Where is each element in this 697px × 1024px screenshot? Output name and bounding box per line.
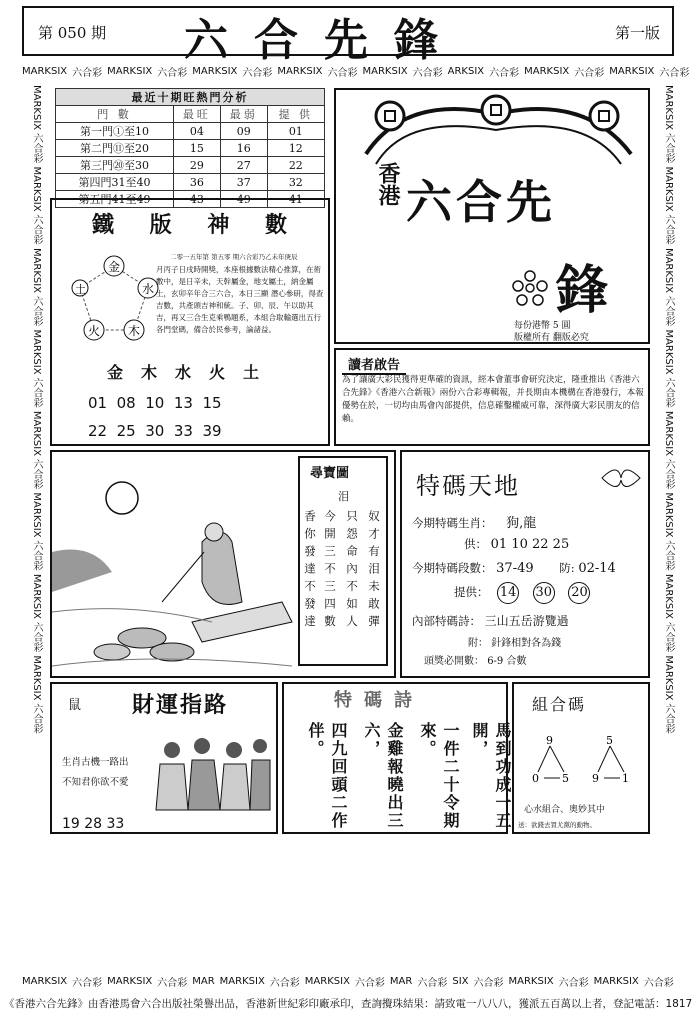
provide-number: 14 bbox=[497, 582, 519, 604]
bottom-border-item: MARKSIX bbox=[593, 975, 639, 987]
promo-panel bbox=[334, 88, 650, 344]
supply-label: 供： bbox=[464, 537, 487, 551]
wealth-animal: 鼠 bbox=[68, 698, 82, 713]
range-label: 今期特碼段數： bbox=[412, 561, 493, 575]
combo-line-1: 心水組合、奧妙其中 bbox=[524, 805, 606, 815]
table-cell: 09 bbox=[220, 123, 267, 140]
notice-panel bbox=[334, 348, 650, 446]
element-water: 水 bbox=[142, 282, 155, 296]
element-wood: 木 bbox=[128, 324, 141, 338]
promo-title: 六合先 bbox=[406, 175, 556, 229]
poem-line-3: 金雞報曉出三六， bbox=[362, 722, 404, 830]
table-cell: 16 bbox=[220, 140, 267, 157]
table-row bbox=[56, 174, 325, 191]
prevent-value: 02-14 bbox=[578, 561, 616, 576]
table-cell: 43 bbox=[173, 191, 220, 208]
top-border-item: MARKSIX bbox=[192, 65, 238, 77]
fisherman-illustration bbox=[52, 452, 292, 676]
wealth-title: 財運指路 bbox=[132, 693, 229, 718]
edition-label: 第一版 bbox=[614, 24, 660, 42]
table-title: 最近十期旺熱門分析 bbox=[56, 89, 325, 106]
combo-tri2-right: 1 bbox=[622, 772, 629, 785]
treasure-line-3: 今開三不三四數 bbox=[323, 510, 337, 633]
footer-text: 《香港六合先鋒》由香港馬會六合出版社榮譽出品，香港新世紀彩印廠承印，查詢攪珠結果：請致電一八八八，獲派五百萬以上者，登記電話：1817 bbox=[4, 998, 693, 1010]
bottom-border-item: 六合彩 bbox=[72, 977, 103, 989]
table-cell: 32 bbox=[267, 174, 324, 191]
zodiac-value: 狗,龍 bbox=[506, 516, 537, 531]
combo-tri2-top: 5 bbox=[606, 734, 613, 747]
poem-line-2: 一件二十令期來。 bbox=[418, 722, 460, 830]
bottom-border-item: 六合彩 bbox=[269, 977, 300, 989]
left-border-strip: MARKSIX 六合彩 MARKSIX 六合彩 MARKSIX 六合彩 MARKSIX 六合彩 MARKSIX 六合彩 MARKSIX 六合彩 MARKSIX 六合彩 MARKSIX 六合彩 bbox=[31, 85, 42, 734]
table-cell: 49 bbox=[220, 191, 267, 208]
head-value: 6-9 合數 bbox=[487, 656, 527, 667]
masthead-header bbox=[22, 6, 674, 66]
wealth-numbers: 19 28 33 bbox=[62, 816, 125, 832]
promo-hongkong: 香港 bbox=[375, 162, 400, 206]
poem-value: 三山五岳游覽過 bbox=[484, 614, 569, 628]
verdict-body: 月丙子日戌時開獎，本座根據數法精心推算，在術數中，是日辛未，天幹屬金，地支屬土，納金屬土，玄卯辛年合三六合，本日三顯 潛心參研，得查吉數，共產頭吉神和統。子、卯、辰、午以助其吉，再又三合生克乘鴨題系，本組合取輸選出五行各門堂碼，備合於民參考，論諸益。 bbox=[156, 265, 324, 334]
hot-cold-table bbox=[55, 88, 325, 208]
top-border-strip bbox=[22, 60, 690, 82]
table-header: 最旺 bbox=[173, 106, 220, 123]
treasure-poem-box bbox=[298, 456, 388, 666]
table-cell: 04 bbox=[173, 123, 220, 140]
bottom-border-item: MARKSIX bbox=[304, 975, 350, 987]
supply-value: 01 10 22 25 bbox=[490, 537, 570, 552]
bottom-border-item: 六合彩 bbox=[354, 977, 385, 989]
treasure-col-title: 泪 bbox=[338, 490, 349, 503]
top-border-item: 六合彩 bbox=[489, 67, 520, 79]
top-border-item: 六合彩 bbox=[157, 67, 188, 79]
zodiac-row bbox=[412, 512, 536, 531]
bottom-border-item: MARKSIX bbox=[219, 975, 265, 987]
table-cell: 第二門⑪至20 bbox=[56, 140, 174, 157]
provide-number: 30 bbox=[533, 582, 555, 604]
top-border-item: MARKSIX bbox=[107, 65, 153, 77]
treasure-title: 尋寶圖 bbox=[310, 466, 350, 481]
top-border-item: 六合彩 bbox=[412, 67, 443, 79]
note-label: 附： bbox=[468, 638, 488, 649]
treasure-line-4: 香你發達不發達 bbox=[303, 510, 317, 633]
notice-text: 為了讓廣大彩民獲得更準確的資訊，經本會董事會研究決定，隆重推出《香港六合先鋒》《香港六合新報》兩份六合彩專輯報，并長期由本機構在香港發行，本報優勢在於，一切均由馬會內部提供，信息確鑿權威可靠，深得廣大彩民朋友的信賴。 bbox=[342, 375, 644, 424]
bottom-border-item: MAR bbox=[192, 975, 215, 987]
table-cell: 37 bbox=[220, 174, 267, 191]
top-border-item: MARKSIX bbox=[277, 65, 323, 77]
table-row bbox=[56, 123, 325, 140]
table-cell: 41 bbox=[267, 191, 324, 208]
head-prize-row bbox=[424, 652, 526, 667]
supply-row bbox=[464, 536, 569, 552]
treasure-line-2: 只怨命內不如人 bbox=[345, 510, 359, 633]
top-border-item: MARKSIX bbox=[524, 65, 570, 77]
masthead-title: 六合先鋒 bbox=[184, 15, 464, 66]
bottom-border-item: 六合彩 bbox=[417, 977, 448, 989]
top-border-item: 六合彩 bbox=[574, 67, 605, 79]
table-row bbox=[56, 157, 325, 174]
iron-verdict-title: 鐵 版 神 數 bbox=[92, 213, 301, 238]
five-elements-line: 金木水火土 bbox=[107, 363, 278, 382]
right-border-strip: MARKSIX 六合彩 MARKSIX 六合彩 MARKSIX 六合彩 MARKSIX 六合彩 MARKSIX 六合彩 MARKSIX 六合彩 MARKSIX 六合彩 MARKSIX 六合彩 bbox=[663, 85, 674, 734]
table-cell: 22 bbox=[267, 157, 324, 174]
element-fire: 火 bbox=[88, 324, 101, 338]
poem-box-title: 特碼詩 bbox=[334, 690, 424, 711]
issue-number: 第 050 期 bbox=[38, 24, 107, 42]
poem-line-1: 馬到功成一五開， bbox=[470, 722, 512, 830]
table-cell: 01 bbox=[267, 123, 324, 140]
iron-verdict-panel bbox=[50, 198, 330, 446]
notice-title: 讀者啟告 bbox=[342, 354, 406, 375]
top-border-item: ARKSIX bbox=[447, 65, 485, 77]
note-row bbox=[468, 634, 561, 649]
wealth-poem-1: 生肖古機一路出 bbox=[62, 757, 129, 768]
range-value: 37-49 bbox=[496, 561, 534, 576]
special-title: 特碼天地 bbox=[416, 472, 520, 500]
five-elements-diagram bbox=[72, 250, 158, 350]
wealth-guide-panel bbox=[50, 682, 278, 834]
combo-tri1-right: 5 bbox=[562, 772, 569, 785]
promo-price: 每份港幣 5 圓 bbox=[514, 321, 571, 331]
wealth-poem-2: 不知君你欲不愛 bbox=[62, 777, 129, 788]
table-cell: 29 bbox=[173, 157, 220, 174]
table-cell: 第三門⑳至30 bbox=[56, 157, 174, 174]
provide-label: 提供： bbox=[454, 585, 489, 599]
bottom-border-item: MAR bbox=[389, 975, 413, 987]
table-header: 門 數 bbox=[56, 106, 174, 123]
table-cell: 36 bbox=[173, 174, 220, 191]
top-border-item: 六合彩 bbox=[242, 67, 273, 79]
poem-line-4: 四九回頭二作伴。 bbox=[306, 722, 348, 830]
table-cell: 第一門①至10 bbox=[56, 123, 174, 140]
bottom-border-item: 六合彩 bbox=[157, 977, 188, 989]
table-cell: 第四門31至40 bbox=[56, 174, 174, 191]
provide-row bbox=[454, 582, 595, 604]
combo-code-panel bbox=[512, 682, 650, 834]
bottom-border-item: SIX bbox=[452, 975, 469, 987]
combo-tri1-left: 0 bbox=[532, 772, 539, 785]
table-cell: 第五門41至49 bbox=[56, 191, 174, 208]
combo-tri2-left: 9 bbox=[592, 772, 599, 785]
top-border-item: MARKSIX bbox=[362, 65, 408, 77]
top-border-item: 六合彩 bbox=[72, 67, 103, 79]
verdict-numbers-row1: 01 08 10 13 15 bbox=[88, 394, 222, 412]
bottom-border-item: MARKSIX bbox=[22, 975, 68, 987]
bottom-border-item: 六合彩 bbox=[643, 977, 674, 989]
element-earth: 土 bbox=[75, 283, 86, 296]
range-row bbox=[412, 560, 616, 576]
combo-title: 組合碼 bbox=[532, 695, 587, 714]
top-border-item: MARKSIX bbox=[22, 65, 68, 77]
prevent-label: 防: bbox=[559, 561, 575, 575]
bottom-border-item: 六合彩 bbox=[558, 977, 589, 989]
treasure-map-panel bbox=[50, 450, 396, 678]
top-border-item: MARKSIX bbox=[609, 65, 655, 77]
table-cell: 27 bbox=[220, 157, 267, 174]
table-header: 最弱 bbox=[220, 106, 267, 123]
bottom-border-item: 六合彩 bbox=[473, 977, 504, 989]
combo-line-2: 送：欲錢去買尤黨的動物。 bbox=[518, 821, 596, 829]
crowd-illustration bbox=[152, 734, 272, 814]
six-dots-icon bbox=[510, 268, 550, 308]
special-code-panel bbox=[400, 450, 650, 678]
hot-cold-table-panel bbox=[55, 88, 325, 208]
table-header: 提 供 bbox=[267, 106, 324, 123]
treasure-line-1: 奴才有泪未敢彈 bbox=[367, 510, 381, 633]
promo-copyright: 版權所有 翻版必究 bbox=[514, 333, 589, 343]
provide-number: 20 bbox=[568, 582, 590, 604]
poem-row bbox=[412, 612, 569, 629]
bottom-border-strip bbox=[22, 970, 674, 992]
top-border-item: 六合彩 bbox=[327, 67, 358, 79]
element-metal: 金 bbox=[108, 260, 121, 274]
poem-label: 內部特碼詩： bbox=[412, 614, 481, 628]
head-label: 頭獎必開數： bbox=[424, 656, 484, 667]
combo-tri1-top: 9 bbox=[546, 734, 553, 747]
table-cell: 15 bbox=[173, 140, 220, 157]
bottom-border-item: MARKSIX bbox=[107, 975, 153, 987]
note-value: 針鋒相對各為錢 bbox=[491, 638, 562, 649]
top-border-item: 六合彩 bbox=[659, 67, 690, 79]
bottom-border-item: MARKSIX bbox=[508, 975, 554, 987]
promo-title-last: 鋒 bbox=[556, 261, 609, 321]
verdict-numbers-row2: 22 25 30 33 39 bbox=[88, 422, 222, 440]
zodiac-label: 今期特碼生肖： bbox=[412, 516, 493, 530]
combo-diagram bbox=[528, 734, 638, 784]
verdict-header-line: 二零一五年第 第五零 期六合彩乃乙未年庚辰 bbox=[170, 253, 298, 261]
table-row bbox=[56, 140, 325, 157]
butterfly-icon bbox=[598, 458, 644, 498]
special-poem-panel bbox=[282, 682, 512, 834]
table-cell: 12 bbox=[267, 140, 324, 157]
